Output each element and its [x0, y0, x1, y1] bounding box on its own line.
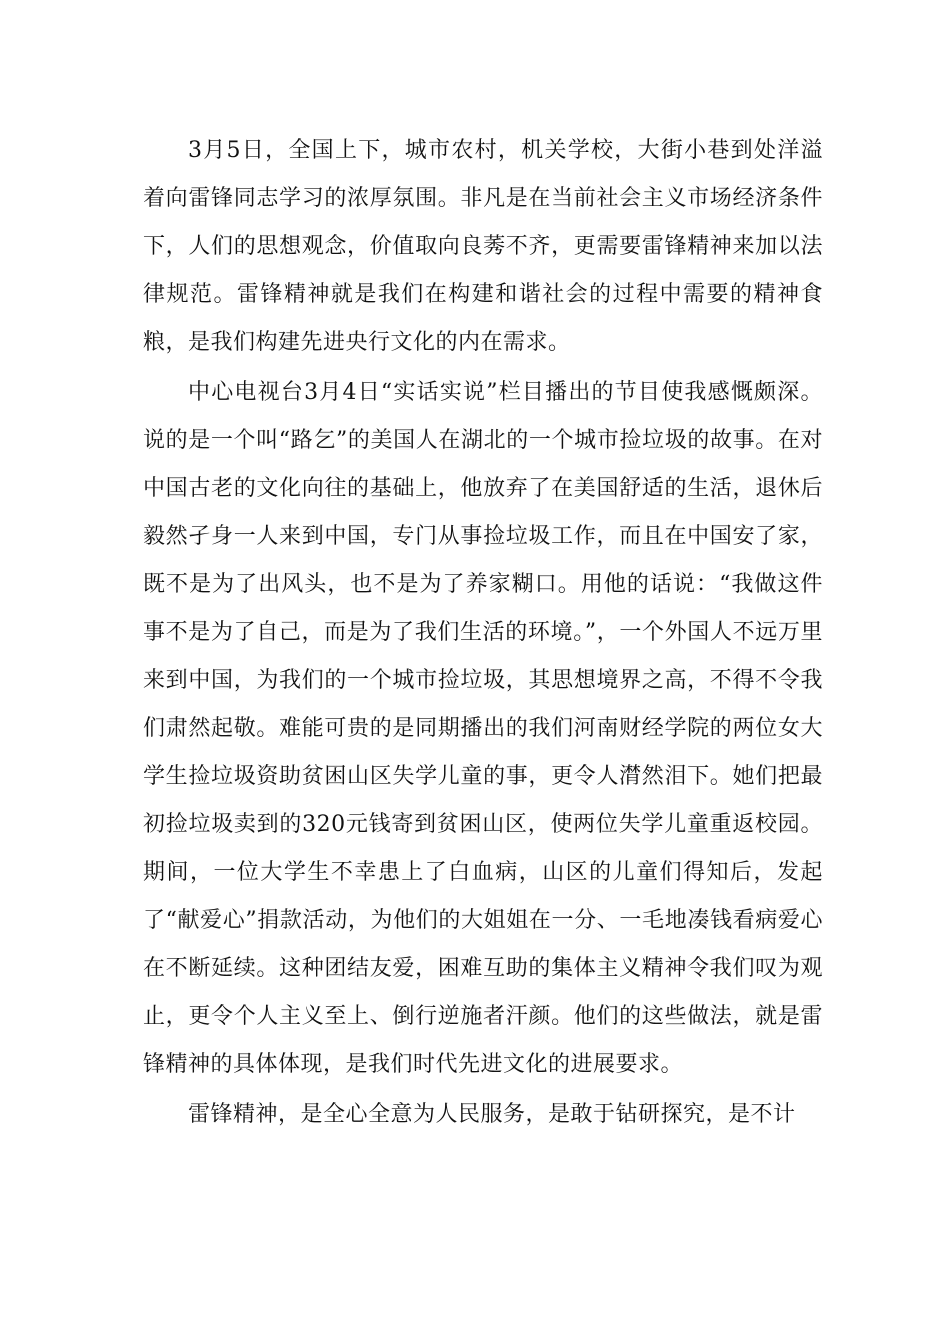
paragraph-3: 雷锋精神，是全心全意为人民服务，是敢于钻研探究，是不计 — [188, 1102, 796, 1127]
document-body — [143, 127, 823, 1139]
paragraph-2: 中心电视台3月4日“实话实说”栏目播出的节目使我感慨颇深。说的是一个叫“路乞”的美国人在湖北的一个城市捡垃圾的故事。在对中国古老的文化向往的基础上，他放弃了在美国舒适的生活，退休后毅然孑身一人来到中国，专门从事捡垃圾工作，而且在中国安了家，既不是为了出风头，也不是为了养家糊口。用他的话说：“我做这件事不是为了自己，而是为了我们生活的环境。”，一个外国人不远万里来到中国，为我们的一个城市捡垃圾，其思想境界之高，不得不令我们肃然起敬。难能可贵的是同期播出的我们河南财经学院的两位女大学生捡垃圾资助贫困山区失学儿童的事，更令人潸然泪下。她们把最初捡垃圾卖到的320元钱寄到贫困山区，使两位失学儿童重返校园。期间，一位大学生不幸患上了白血病，山区的儿童们得知后，发起了“献爱心”捐款活动，为他们的大姐姐在一分、一毛地凑钱看病爱心在不断延续。这种团结友爱，困难互助的集体主义精神令我们叹为观止，更令个人主义至上、倒行逆施者汗颜。他们的这些做法，就是雷锋精神的具体体现，是我们时代先进文化的进展要求。 — [143, 380, 823, 1077]
paragraph-1: 3月5日，全国上下，城市农村，机关学校，大街小巷到处洋溢着向雷锋同志学习的浓厚氛围。非凡是在当前社会主义市场经济条件下，人们的思想观念，价值取向良莠不齐，更需要雷锋精神来加以法律规范。雷锋精神就是我们在构建和谐社会的过程中需要的精神食粮，是我们构建先进央行文化的内在需求。 — [143, 138, 823, 355]
